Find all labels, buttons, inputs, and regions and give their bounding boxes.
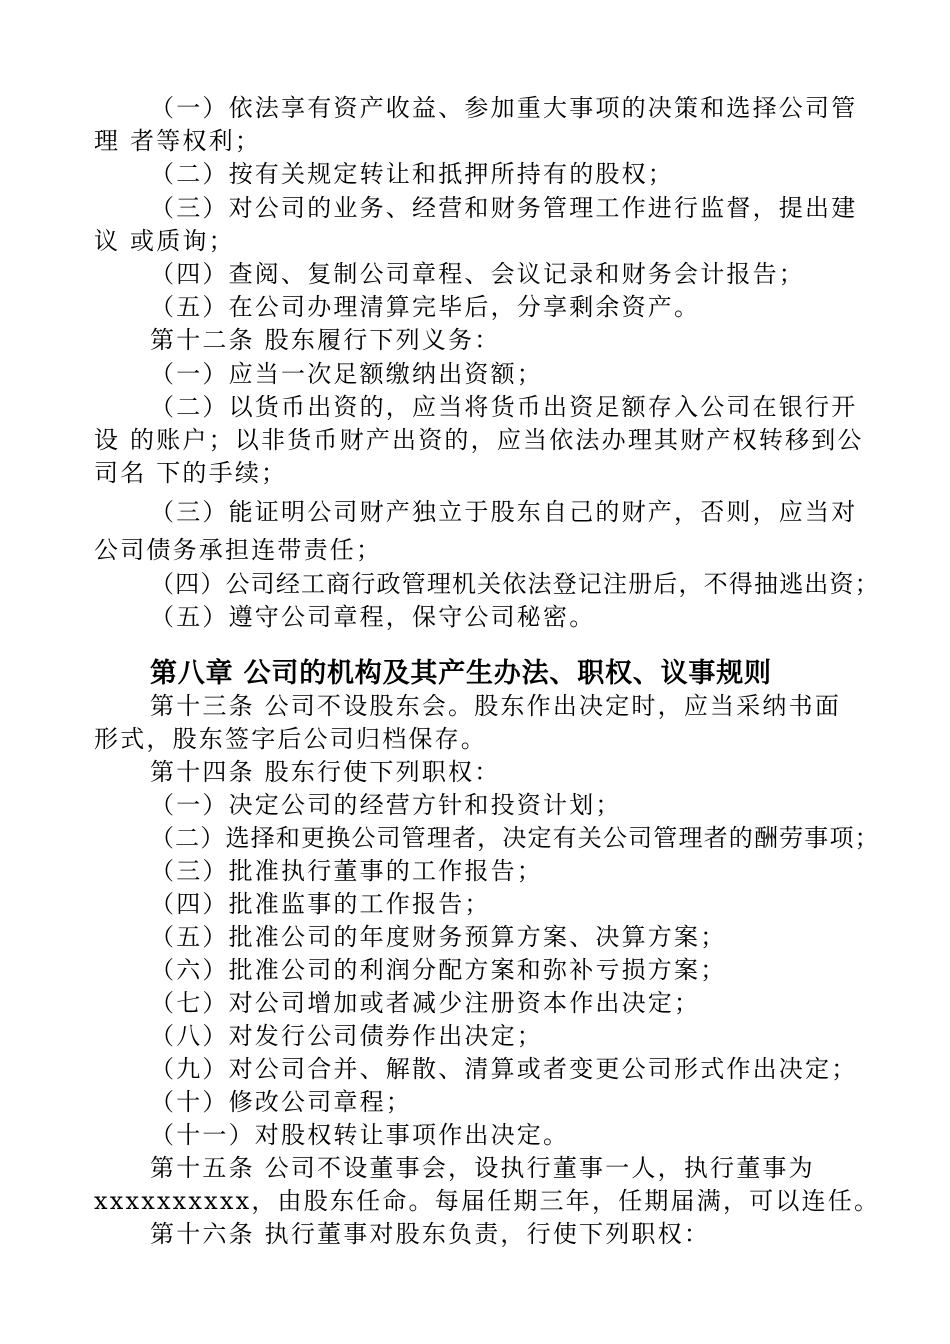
text-line: （二）以货币出资的，应当将货币出资足额存入公司在银行开 (150, 393, 858, 421)
text-line: （四）公司经工商行政管理机关依法登记注册后，不得抽逃出资； (150, 570, 880, 598)
text-line: （一）决定公司的经营方针和投资计划； (150, 791, 622, 819)
text-line: （八）对发行公司债券作出决定； (150, 1022, 543, 1050)
text-line: （四）查阅、复制公司章程、会议记录和财务会计报告； (150, 260, 805, 288)
article-title: 第十六条 执行董事对股东负责，行使下列职权： (150, 1220, 711, 1248)
article-title: 第十二条 股东履行下列义务： (150, 326, 501, 354)
text-line: （六）批准公司的利润分配方案和弥补亏损方案； (150, 956, 727, 984)
text-line: 司名 下的手续； (94, 459, 288, 487)
article-title: 第十五条 公司不设董事会，设执行董事一人，执行董事为 (150, 1154, 815, 1182)
text-line: （九）对公司合并、解散、清算或者变更公司形式作出决定； (150, 1055, 858, 1083)
text-line: 议 或质询； (94, 227, 235, 255)
text-line: （五）批准公司的年度财务预算方案、决算方案； (150, 923, 727, 951)
text-line: （三）对公司的业务、经营和财务管理工作进行监督，提出建 (150, 194, 858, 222)
text-line: （十）修改公司章程； (150, 1088, 412, 1116)
text-line: 理 者等权利； (94, 127, 262, 155)
text-line: （二）按有关规定转让和抵押所持有的股权； (150, 160, 674, 188)
text-line: （十一）对股权转让事项作出决定。 (150, 1121, 570, 1149)
text-line: 形式，股东签字后公司归档保存。 (94, 725, 487, 753)
text-line: （五）遵守公司章程，保守公司秘密。 (150, 603, 596, 631)
text-line: （一）依法享有资产收益、参加重大事项的决策和选择公司管 (150, 94, 858, 122)
article-title: 第十四条 股东行使下列职权： (150, 758, 501, 786)
chapter-heading: 第八章 公司的机构及其产生办法、职权、议事规则 (150, 658, 772, 689)
text-line: 公司债务承担连带责任； (94, 536, 383, 564)
text-line: （一）应当一次足额缴纳出资额； (150, 360, 543, 388)
article-title: 第十三条 公司不设股东会。股东作出决定时，应当采纳书面 (150, 692, 842, 720)
text-line: （四）批准监事的工作报告； (150, 890, 491, 918)
text-line: （三）能证明公司财产独立于股东自己的财产，否则，应当对 (150, 498, 858, 526)
text-line: （七）对公司增加或者减少注册资本作出决定； (150, 989, 701, 1017)
text-line: （五）在公司办理清算完毕后，分享剩余资产。 (150, 293, 701, 321)
text-line: 设 的账户；以非货币财产出资的，应当依法办理其财产权转移到公 (94, 426, 864, 454)
text-line: （三）批准执行董事的工作报告； (150, 857, 543, 885)
text-line: （二）选择和更换公司管理者，决定有关公司管理者的酬劳事项； (150, 824, 880, 852)
text-line: xxxxxxxxxx，由股东任命。每届任期三年，任期届满，可以连任。 (94, 1187, 881, 1215)
